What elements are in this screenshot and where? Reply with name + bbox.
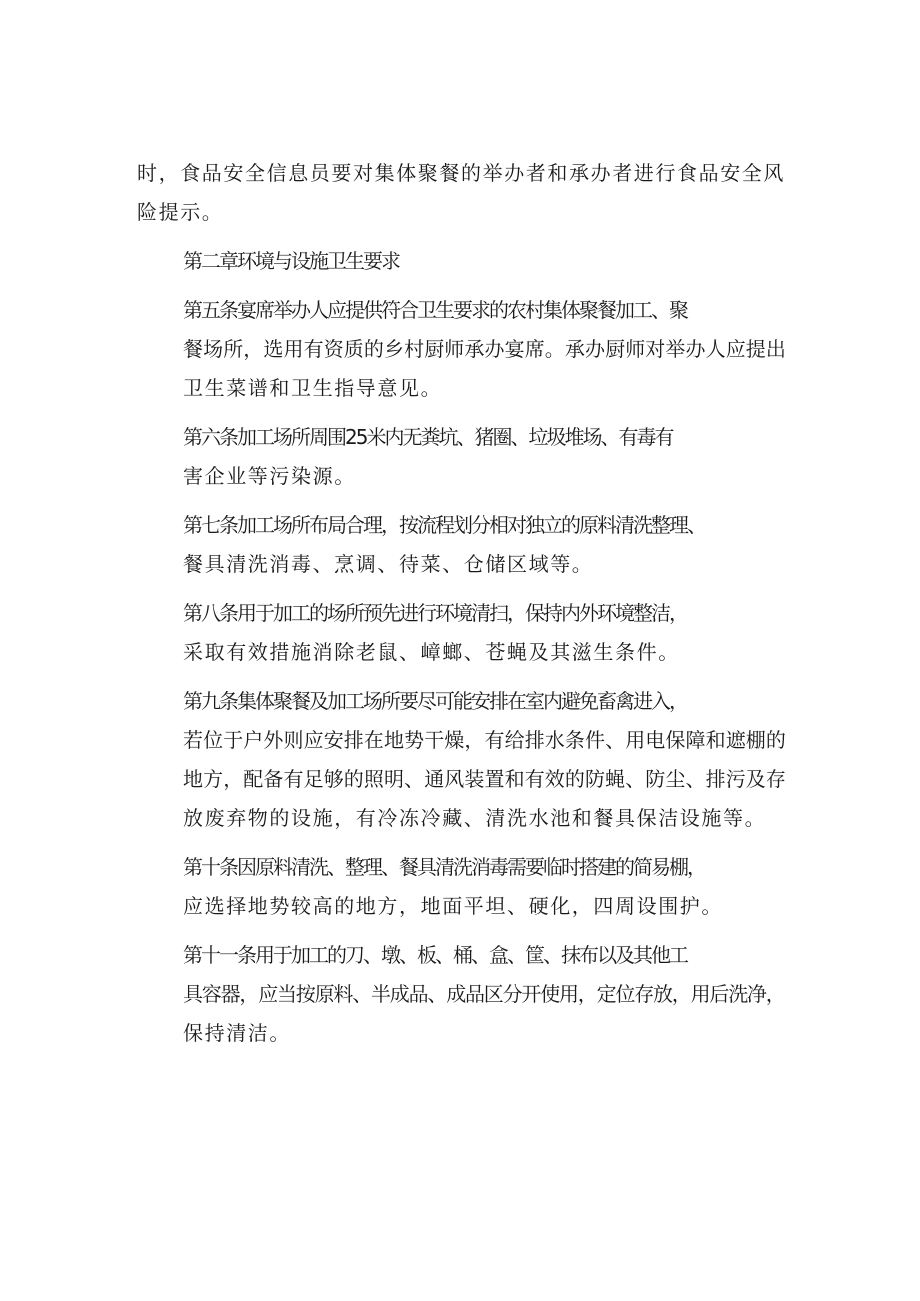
text-line: 具容器，应当按原料、半成品、成品区分开使用，定位存放，用后洗净， bbox=[183, 982, 785, 1006]
text-line: 时，食品安全信息员要对集体聚餐的举办者和承办者进行食品安全风 bbox=[137, 161, 785, 185]
text-line: 第六条加工场所周围25米内无粪坑、猪圈、垃圾堆场、有毒有 bbox=[183, 425, 673, 449]
text-line: 第七条加工场所布局合理，按流程划分相对独立的原料清洗整理、 bbox=[183, 513, 705, 537]
text-line: 放废弃物的设施，有冷冻冷藏、清洗水池和餐具保洁设施等。 bbox=[183, 806, 767, 830]
text-line: 地方，配备有足够的照明、通风装置和有效的防蝇、防尘、排污及存 bbox=[183, 767, 786, 791]
text-line: 若位于户外则应安排在地势干燥，有给排水条件、用电保障和遮棚的 bbox=[183, 728, 786, 752]
paragraph-article-6 bbox=[137, 418, 787, 496]
paragraph-article-11 bbox=[137, 936, 787, 1053]
text-line: 餐具清洗消毒、烹调、待菜、仓储区域等。 bbox=[183, 552, 594, 576]
text-line: 第五条宴席举办人应提供符合卫生要求的农村集体聚餐加工、聚 bbox=[183, 298, 687, 322]
paragraph-article-9 bbox=[137, 682, 787, 838]
paragraph-article-8 bbox=[137, 594, 787, 672]
text-line: 卫生菜谱和卫生指导意见。 bbox=[183, 376, 443, 400]
text-line: 第九条集体聚餐及加工场所要尽可能安排在室内避免畜禽进入， bbox=[183, 689, 687, 713]
text-line: 第十条因原料清洗、整理、餐具清洗消毒需要临时搭建的简易棚， bbox=[183, 855, 705, 879]
paragraph-article-7 bbox=[137, 506, 787, 584]
paragraph-article-10 bbox=[137, 848, 787, 926]
text-line: 害企业等污染源。 bbox=[183, 464, 356, 488]
text-line: 保持清洁。 bbox=[183, 1021, 291, 1045]
document-body bbox=[137, 154, 787, 1063]
text-line: 险提示。 bbox=[137, 200, 224, 224]
text-line: 第八条用于加工的场所预先进行环境清扫，保持内外环境整洁， bbox=[183, 601, 687, 625]
text-line: 第十一条用于加工的刀、墩、板、桶、盒、筐、抹布以及其他工 bbox=[183, 943, 687, 967]
text-line: 应选择地势较高的地方，地面平坦、硬化，四周设围护。 bbox=[183, 894, 723, 918]
paragraph-continued bbox=[137, 154, 787, 232]
text-line: 采取有效措施消除老鼠、嶂螂、苍蝇及其滋生条件。 bbox=[183, 640, 680, 664]
paragraph-article-5 bbox=[137, 291, 787, 408]
text-line: 餐场所，选用有资质的乡村厨师承办宴席。承办厨师对举办人应提出 bbox=[183, 337, 786, 361]
chapter-heading bbox=[137, 242, 787, 281]
text-line: 第二章环境与设施卫生要求 bbox=[183, 249, 399, 273]
